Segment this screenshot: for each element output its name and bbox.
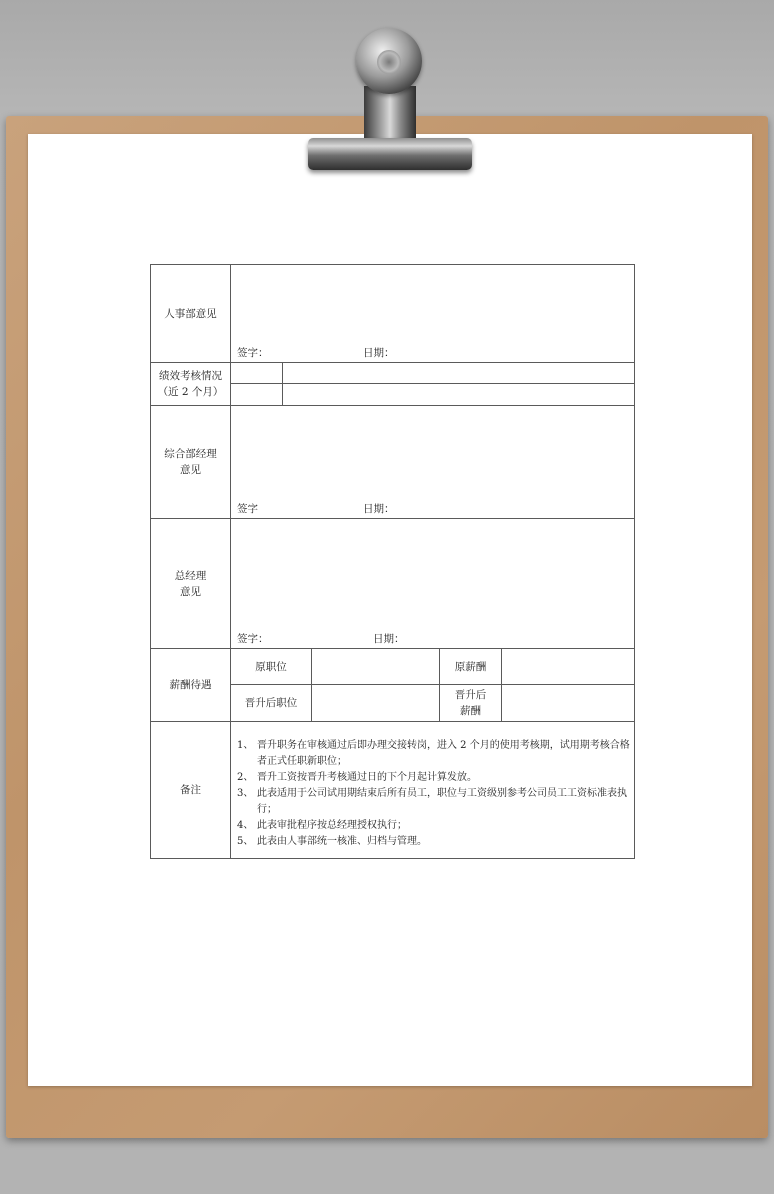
ceo-date-label: 日期： — [373, 633, 405, 645]
remark-text: 此表审批程序按总经理授权执行； — [257, 820, 407, 831]
ceo-label-line1: 总经理 — [174, 569, 207, 582]
ceo-sign-label: 签字： — [237, 633, 269, 645]
dept-manager-date-label: 日期： — [363, 503, 395, 515]
new-salary-field[interactable] — [502, 685, 635, 722]
remark-number: 5、 — [237, 836, 254, 847]
dept-manager-opinion-field[interactable] — [231, 406, 635, 519]
orig-position-field[interactable] — [312, 649, 440, 685]
remark-text: 晋升职务在审核通过后即办理交接转岗，进入 2 个月的使用考核期，试用期考核合格者正式任职新职位； — [257, 740, 630, 767]
remark-item — [237, 770, 630, 786]
dept-manager-label-line1: 综合部经理 — [164, 448, 217, 460]
ceo-opinion-field[interactable] — [231, 519, 635, 649]
orig-salary-label: 原薪酬 — [440, 649, 502, 685]
performance-cell[interactable] — [283, 384, 635, 406]
hr-date-label: 日期： — [363, 347, 395, 359]
salary-grid — [231, 649, 635, 722]
dept-manager-sign-label: 签字 — [237, 503, 258, 515]
remark-number: 3、 — [237, 788, 254, 799]
ceo-label — [151, 519, 231, 649]
performance-cell[interactable] — [231, 363, 283, 384]
performance-grid — [231, 363, 635, 406]
remarks-list — [231, 722, 635, 859]
new-salary-label-line2: 薪酬 — [460, 705, 481, 717]
form-table — [150, 264, 635, 859]
remark-item — [237, 834, 630, 850]
performance-label-line2: （近 2 个月） — [157, 386, 224, 398]
promotion-form — [150, 264, 634, 859]
dept-manager-label-line2: 意见 — [180, 464, 201, 476]
new-salary-label-line1: 晋升后 — [454, 689, 487, 701]
remark-item — [237, 786, 630, 818]
hr-opinion-field[interactable] — [231, 265, 635, 363]
ceo-label-line2: 意见 — [180, 585, 201, 598]
orig-position-label: 原职位 — [231, 649, 312, 685]
remark-item — [237, 738, 630, 770]
new-position-field[interactable] — [312, 685, 440, 722]
remarks-label: 备注 — [151, 722, 231, 859]
new-position-label: 晋升后职位 — [231, 685, 312, 722]
hr-opinion-label: 人事部意见 — [151, 265, 231, 363]
hr-sign-label: 签字： — [237, 347, 269, 359]
remark-text: 晋升工资按晋升考核通过日的下个月起计算发放。 — [257, 772, 477, 783]
remark-text: 此表由人事部统一核准、归档与管理。 — [257, 836, 427, 847]
orig-salary-field[interactable] — [502, 649, 635, 685]
remark-number: 4、 — [237, 820, 254, 831]
remark-number: 2、 — [237, 772, 254, 783]
clip-hole — [377, 50, 401, 74]
remark-text: 此表适用于公司试用期结束后所有员工，职位与工资级别参考公司员工工资标准表执行； — [257, 788, 627, 815]
binder-clip — [308, 138, 472, 170]
dept-manager-label — [151, 406, 231, 519]
remark-item — [237, 818, 630, 834]
remark-number: 1、 — [237, 740, 254, 751]
performance-cell[interactable] — [231, 384, 283, 406]
performance-label — [151, 363, 231, 406]
new-salary-label — [440, 685, 502, 722]
performance-label-line1: 绩效考核情况 — [159, 370, 222, 382]
clip-neck — [364, 86, 416, 146]
salary-label: 薪酬待遇 — [151, 649, 231, 722]
performance-cell[interactable] — [283, 363, 635, 384]
